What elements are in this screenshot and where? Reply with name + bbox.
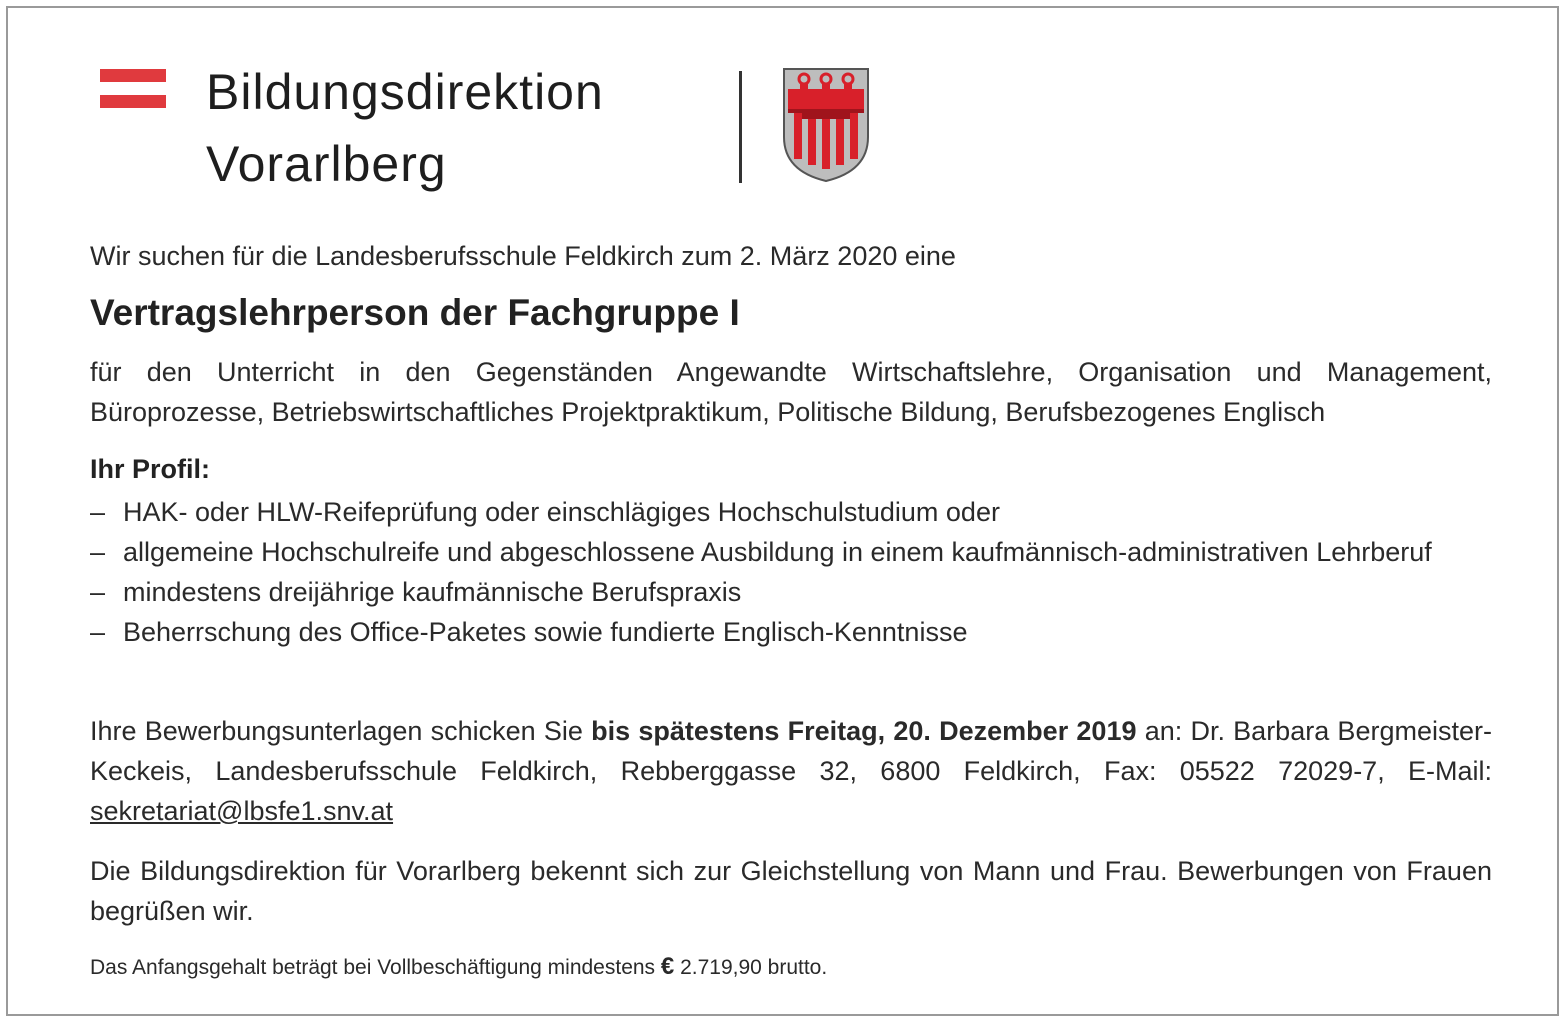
application-text-after: an: Dr. Barbara Bergmeister-Keckeis, Landesberufsschule Feldkirch, Rebberggasse 32, 6800 Feldkirch, Fax: 05522 72029-7, E-Mail:	[90, 716, 1492, 786]
equality-statement: Die Bildungsdirektion für Vorarlberg bekennt sich zur Gleichstellung von Mann und Frau. Bewerbungen von Frauen begrüßen wir.	[90, 856, 1492, 926]
salary-text-before: Das Anfangsgehalt beträgt bei Vollbeschäftigung mindestens	[90, 956, 661, 979]
profile-item-text: Beherrschung des Office-Paketes sowie fundierte Englisch-Kenntnisse	[123, 617, 968, 647]
application-text-before: Ihre Bewerbungsunterlagen schicken Sie	[90, 716, 592, 746]
salary-text-after: 2.719,90 brutto.	[674, 956, 828, 979]
subjects-text: für den Unterricht in den Gegenständen Angewandte Wirtschaftslehre, Organisation und Management, Büroprozesse, Betriebswirtschaftliches Projektpraktikum, Politische Bildung, Berufsbezogenes Englisch	[90, 357, 1492, 427]
dash-bullet: –	[90, 497, 106, 527]
euro-symbol: €	[660, 953, 675, 980]
logo-divider	[739, 71, 742, 183]
salary-note	[90, 952, 827, 983]
profile-item	[90, 532, 1492, 572]
org-name-line1: Bildungsdirektion	[206, 64, 604, 120]
profile-item-text: HAK- oder HLW-Reifeprüfung oder einschlägiges Hochschulstudium oder	[123, 497, 1000, 527]
header-logo	[96, 63, 916, 203]
application-text	[90, 711, 1492, 831]
email-link[interactable]: sekretariat@lbsfe1.snv.at	[90, 796, 394, 826]
profile-heading: Ihr Profil:	[90, 454, 210, 484]
austrian-flag-icon	[100, 69, 166, 108]
dash-bullet: –	[90, 617, 106, 647]
profile-item	[90, 612, 1492, 652]
vorarlberg-coat-of-arms-icon	[782, 67, 870, 183]
profile-item-text: mindestens dreijährige kaufmännische Berufspraxis	[123, 577, 742, 607]
profile-item	[90, 572, 1492, 612]
profile-list	[90, 492, 1492, 652]
profile-item-text: allgemeine Hochschulreife und abgeschlossene Ausbildung in einem kaufmännisch-administrativen Lehrberuf	[123, 537, 1432, 567]
dash-bullet: –	[90, 577, 106, 607]
application-deadline: bis spätestens Freitag, 20. Dezember 2019	[591, 716, 1137, 746]
intro-text: Wir suchen für die Landesberufsschule Feldkirch zum 2. März 2020 eine	[90, 241, 956, 271]
org-name-line2: Vorarlberg	[206, 136, 447, 192]
dash-bullet: –	[90, 537, 106, 567]
advertisement-frame	[6, 6, 1559, 1016]
profile-item	[90, 492, 1492, 532]
job-title: Vertragslehrperson der Fachgruppe I	[90, 292, 740, 333]
